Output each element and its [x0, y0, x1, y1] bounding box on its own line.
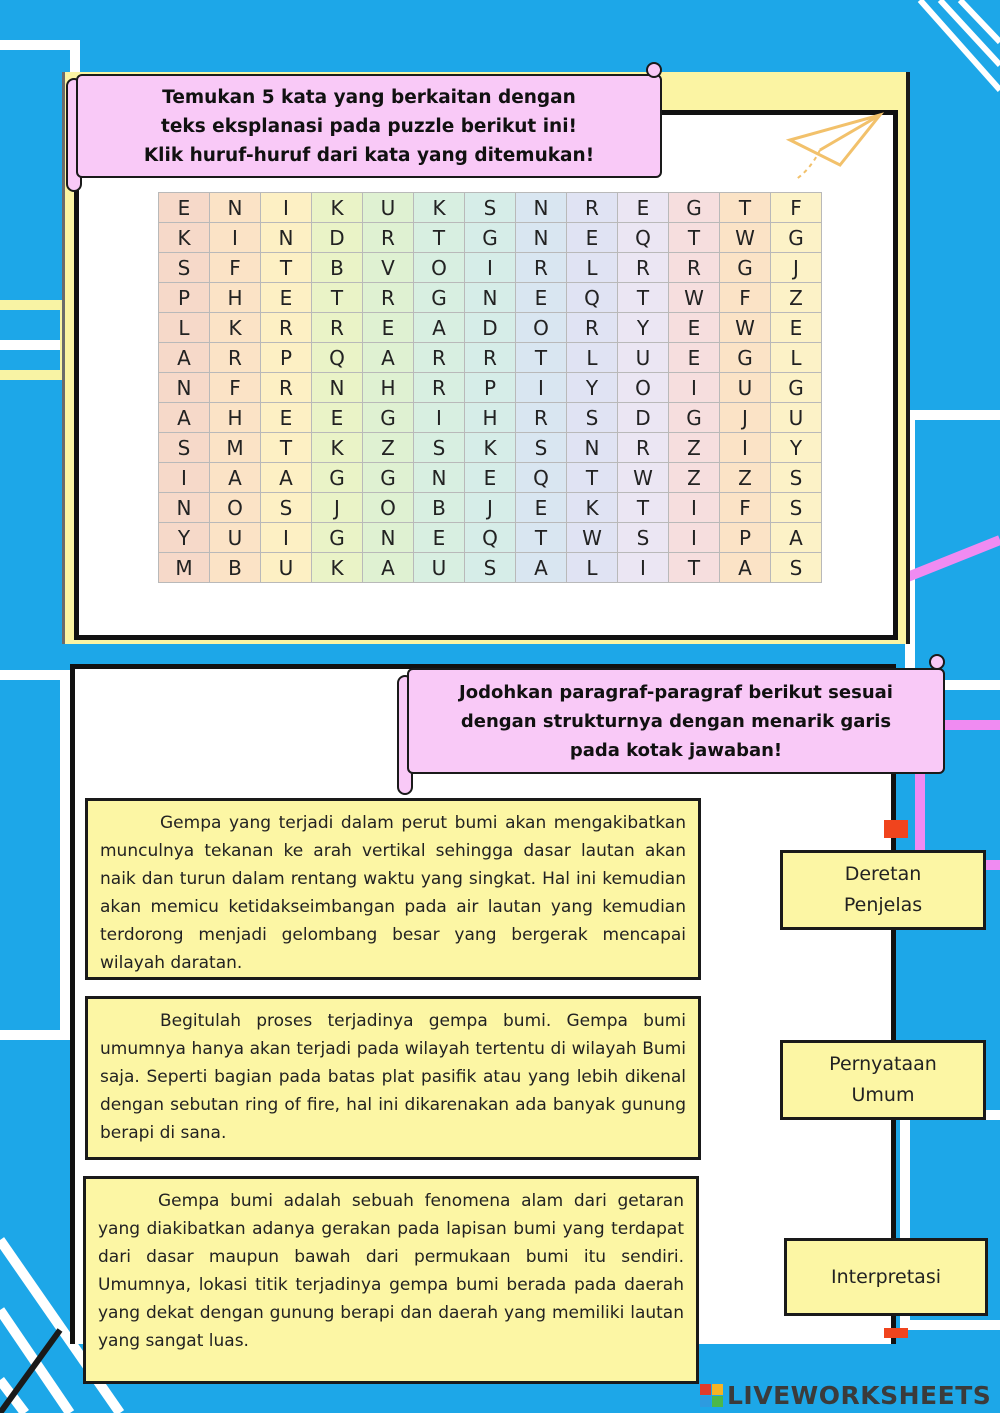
grid-cell[interactable]: U	[414, 553, 465, 583]
grid-cell[interactable]: T	[516, 523, 567, 553]
decor-frame-yellow-left	[0, 300, 70, 380]
grid-cell[interactable]: F	[210, 253, 261, 283]
grid-cell[interactable]: A	[363, 553, 414, 583]
grid-cell[interactable]: Z	[720, 463, 771, 493]
grid-cell[interactable]: I	[618, 553, 669, 583]
answer-label-1-line-2: Penjelas	[843, 894, 923, 916]
answer-label-3: Interpretasi	[830, 1265, 941, 1288]
orange-mark-top	[884, 820, 908, 838]
grid-cell[interactable]: F	[720, 493, 771, 523]
grid-cell[interactable]: N	[210, 193, 261, 223]
grid-cell[interactable]: K	[465, 433, 516, 463]
grid-cell[interactable]: I	[159, 463, 210, 493]
grid-cell[interactable]: R	[210, 343, 261, 373]
answer-box-interpretasi[interactable]	[784, 1238, 988, 1316]
logo-square	[700, 1384, 711, 1395]
grid-cell[interactable]: L	[159, 313, 210, 343]
grid-cell[interactable]: N	[567, 433, 618, 463]
grid-row	[159, 463, 822, 493]
grid-row	[159, 523, 822, 553]
grid-row	[159, 313, 822, 343]
grid-cell[interactable]: B	[210, 553, 261, 583]
grid-cell[interactable]: N	[465, 283, 516, 313]
grid-row	[159, 373, 822, 403]
answer-label-1-line-1: Deretan	[844, 863, 922, 885]
answer-box-pernyataan-umum[interactable]	[780, 1040, 986, 1120]
grid-cell[interactable]: T	[414, 223, 465, 253]
grid-row	[159, 553, 822, 583]
grid-cell[interactable]: G	[363, 463, 414, 493]
paragraph-box-2[interactable]	[85, 996, 701, 1160]
grid-cell[interactable]: E	[465, 463, 516, 493]
grid-cell[interactable]: Q	[618, 223, 669, 253]
grid-cell[interactable]: G	[312, 463, 363, 493]
grid-cell[interactable]: G	[771, 373, 822, 403]
decor-pink-diagonal	[900, 520, 1000, 600]
wordsearch-instruction-banner	[76, 74, 662, 178]
grid-cell[interactable]: T	[567, 463, 618, 493]
grid-cell[interactable]: E	[363, 313, 414, 343]
grid-cell[interactable]: T	[312, 283, 363, 313]
grid-cell[interactable]: G	[720, 253, 771, 283]
grid-cell[interactable]: S	[771, 463, 822, 493]
grid-cell[interactable]: G	[414, 283, 465, 313]
grid-cell[interactable]: R	[618, 433, 669, 463]
logo-square	[700, 1396, 711, 1407]
decor-frame-white-left-lower	[0, 670, 70, 1040]
matching-instruction-line-3: pada kotak jawaban!	[569, 739, 783, 761]
grid-cell[interactable]: I	[261, 193, 312, 223]
banner-scroll-curl-right	[646, 62, 662, 78]
grid-cell[interactable]: F	[720, 283, 771, 313]
grid-cell[interactable]: S	[771, 553, 822, 583]
grid-cell[interactable]: D	[312, 223, 363, 253]
grid-cell[interactable]: G	[669, 193, 720, 223]
grid-cell[interactable]: A	[516, 553, 567, 583]
grid-cell[interactable]: I	[669, 373, 720, 403]
grid-cell[interactable]: K	[414, 193, 465, 223]
grid-cell[interactable]: T	[669, 223, 720, 253]
grid-row	[159, 403, 822, 433]
wordsearch-grid	[158, 192, 822, 583]
grid-cell[interactable]: T	[618, 283, 669, 313]
grid-cell[interactable]: G	[465, 223, 516, 253]
wordsearch-instruction-line-3: Klik huruf-huruf dari kata yang ditemukan!	[143, 144, 595, 166]
grid-cell[interactable]: G	[720, 343, 771, 373]
grid-cell[interactable]: K	[312, 553, 363, 583]
matching-instruction-line-2: dengan strukturnya dengan menarik garis	[460, 710, 892, 732]
grid-row	[159, 493, 822, 523]
grid-cell[interactable]: I	[210, 223, 261, 253]
grid-cell[interactable]: L	[567, 553, 618, 583]
answer-label-2-line-1: Pernyataan	[829, 1053, 937, 1075]
grid-cell[interactable]: P	[261, 343, 312, 373]
grid-cell[interactable]: N	[159, 373, 210, 403]
grid-cell[interactable]: N	[516, 193, 567, 223]
grid-cell[interactable]: I	[669, 523, 720, 553]
matching-instruction-line-1: Jodohkan paragraf-paragraf berikut sesuai	[459, 681, 893, 703]
grid-cell[interactable]: S	[465, 193, 516, 223]
grid-cell[interactable]: V	[363, 253, 414, 283]
answer-label-2-line-2: Umum	[851, 1084, 915, 1106]
grid-cell[interactable]: E	[261, 403, 312, 433]
grid-cell[interactable]: D	[465, 313, 516, 343]
grid-cell[interactable]: L	[771, 343, 822, 373]
grid-cell[interactable]: B	[312, 253, 363, 283]
grid-cell[interactable]: T	[618, 493, 669, 523]
grid-cell[interactable]: E	[618, 193, 669, 223]
grid-cell[interactable]: N	[159, 493, 210, 523]
wordsearch-instruction-line-2: teks eksplanasi pada puzzle berikut ini!	[161, 115, 577, 137]
grid-cell[interactable]: N	[261, 223, 312, 253]
grid-cell[interactable]: U	[210, 523, 261, 553]
grid-cell[interactable]: U	[771, 403, 822, 433]
grid-cell[interactable]: B	[414, 493, 465, 523]
grid-cell[interactable]: U	[618, 343, 669, 373]
logo-text: LIVEWORKSHEETS	[727, 1380, 992, 1410]
grid-row	[159, 343, 822, 373]
grid-cell[interactable]: H	[363, 373, 414, 403]
grid-cell[interactable]: U	[261, 553, 312, 583]
grid-cell[interactable]: W	[567, 523, 618, 553]
grid-cell[interactable]: S	[414, 433, 465, 463]
logo-square	[712, 1396, 723, 1407]
grid-cell[interactable]: Y	[159, 523, 210, 553]
grid-cell[interactable]: K	[312, 193, 363, 223]
grid-cell[interactable]: I	[669, 493, 720, 523]
grid-cell[interactable]: E	[669, 343, 720, 373]
grid-cell[interactable]: Y	[618, 313, 669, 343]
grid-cell[interactable]: F	[771, 193, 822, 223]
grid-cell[interactable]: J	[771, 253, 822, 283]
grid-cell[interactable]: E	[771, 313, 822, 343]
grid-cell[interactable]: I	[414, 403, 465, 433]
grid-cell[interactable]: U	[720, 373, 771, 403]
grid-cell[interactable]: O	[414, 253, 465, 283]
grid-cell[interactable]: W	[669, 283, 720, 313]
answer-box-deretan-penjelas[interactable]	[780, 850, 986, 930]
grid-cell[interactable]: I	[720, 433, 771, 463]
grid-cell[interactable]: T	[720, 193, 771, 223]
grid-row	[159, 283, 822, 313]
orange-mark-bottom	[884, 1328, 908, 1338]
grid-cell[interactable]: W	[618, 463, 669, 493]
grid-cell[interactable]: I	[516, 373, 567, 403]
grid-cell[interactable]: Z	[363, 433, 414, 463]
grid-cell[interactable]: A	[159, 343, 210, 373]
grid-cell[interactable]: E	[414, 523, 465, 553]
grid-cell[interactable]: T	[261, 253, 312, 283]
grid-cell[interactable]: S	[159, 253, 210, 283]
grid-cell[interactable]: S	[516, 433, 567, 463]
grid-cell[interactable]: A	[771, 523, 822, 553]
grid-row	[159, 223, 822, 253]
grid-cell[interactable]: N	[414, 463, 465, 493]
grid-row	[159, 433, 822, 463]
paragraph-text-2: Begitulah proses terjadinya gempa bumi. Gempa bumi umumnya hanya akan terjadi pada wilayah tertentu di wilayah Bumi saja. Seperti bagian pada batas plat pasifik atau yang lebih dikenal dengan sebutan ring of fire, hal ini dikarenakan ada banyak gunung berapi di sana.	[100, 1011, 686, 1143]
grid-cell[interactable]: F	[210, 373, 261, 403]
grid-cell[interactable]: Z	[771, 283, 822, 313]
grid-cell[interactable]: E	[312, 403, 363, 433]
grid-cell[interactable]: I	[465, 253, 516, 283]
grid-cell[interactable]: R	[669, 253, 720, 283]
grid-cell[interactable]: P	[720, 523, 771, 553]
decor-stripes-top-right	[900, 0, 1000, 120]
grid-cell[interactable]: S	[771, 493, 822, 523]
grid-cell[interactable]: S	[618, 523, 669, 553]
grid-cell[interactable]: O	[210, 493, 261, 523]
grid-cell[interactable]: N	[312, 373, 363, 403]
grid-cell[interactable]: R	[261, 373, 312, 403]
grid-cell[interactable]: A	[210, 463, 261, 493]
grid-cell[interactable]: S	[567, 403, 618, 433]
grid-cell[interactable]: P	[465, 373, 516, 403]
grid-cell[interactable]: Q	[567, 283, 618, 313]
grid-cell[interactable]: K	[159, 223, 210, 253]
grid-cell[interactable]: R	[618, 253, 669, 283]
grid-cell[interactable]: E	[567, 223, 618, 253]
grid-cell[interactable]: O	[516, 313, 567, 343]
grid-cell[interactable]: N	[363, 523, 414, 553]
grid-cell[interactable]: E	[516, 283, 567, 313]
grid-row	[159, 253, 822, 283]
paper-plane-icon	[785, 110, 885, 190]
grid-cell[interactable]: W	[720, 313, 771, 343]
grid-cell[interactable]: R	[465, 343, 516, 373]
grid-cell[interactable]: S	[465, 553, 516, 583]
grid-cell[interactable]: Q	[465, 523, 516, 553]
grid-cell[interactable]: R	[414, 343, 465, 373]
liveworksheets-logo[interactable]	[700, 1380, 991, 1410]
grid-cell[interactable]: R	[261, 313, 312, 343]
grid-cell[interactable]: R	[567, 313, 618, 343]
grid-row	[159, 193, 822, 223]
grid-cell[interactable]: D	[618, 403, 669, 433]
grid-cell[interactable]: R	[516, 403, 567, 433]
grid-cell[interactable]: S	[159, 433, 210, 463]
grid-cell[interactable]: L	[567, 253, 618, 283]
grid-cell[interactable]: Q	[516, 463, 567, 493]
grid-cell[interactable]: R	[312, 313, 363, 343]
grid-cell[interactable]: K	[567, 493, 618, 523]
grid-cell[interactable]: H	[465, 403, 516, 433]
grid-cell[interactable]: A	[261, 463, 312, 493]
grid-cell[interactable]: Z	[669, 433, 720, 463]
matching-instruction-banner	[407, 668, 945, 774]
grid-cell[interactable]: O	[618, 373, 669, 403]
grid-cell[interactable]: Y	[771, 433, 822, 463]
grid-cell[interactable]: E	[669, 313, 720, 343]
grid-cell[interactable]: A	[414, 313, 465, 343]
grid-cell[interactable]: A	[363, 343, 414, 373]
grid-cell[interactable]: T	[516, 343, 567, 373]
grid-cell[interactable]: I	[261, 523, 312, 553]
grid-cell[interactable]: R	[363, 223, 414, 253]
grid-cell[interactable]: A	[720, 553, 771, 583]
paragraph-text-1: Gempa yang terjadi dalam perut bumi akan mengakibatkan munculnya tekanan ke arah vertikal sehingga dasar lautan akan naik dan turun dalam rentang waktu yang singkat. Hal ini kemudian akan memicu ketidakseimbangan pada air lautan yang kemudian terdorong menjadi gelombang besar yang bergerak mencapai wilayah daratan.	[100, 813, 686, 973]
grid-cell[interactable]: G	[363, 403, 414, 433]
grid-cell[interactable]: W	[720, 223, 771, 253]
paragraph-text-3: Gempa bumi adalah sebuah fenomena alam dari getaran yang diakibatkan adanya gerakan pada lapisan bumi yang terdapat dari dasar maupun bawah dari permukaan bumi itu sendiri. Umumnya, lokasi titik terjadinya gempa bumi berada pada daerah yang dekat dengan gunung berapi dan daerah yang memiliki lautan yang sangat luas.	[98, 1191, 684, 1351]
grid-cell[interactable]: S	[261, 493, 312, 523]
grid-cell[interactable]: J	[465, 493, 516, 523]
logo-square	[712, 1384, 723, 1395]
paragraph-box-1[interactable]	[85, 798, 701, 980]
grid-cell[interactable]: R	[414, 373, 465, 403]
grid-cell[interactable]: E	[261, 283, 312, 313]
grid-cell[interactable]: M	[159, 553, 210, 583]
grid-cell[interactable]: N	[516, 223, 567, 253]
grid-cell[interactable]: K	[210, 313, 261, 343]
grid-cell[interactable]: E	[159, 193, 210, 223]
grid-cell[interactable]: Y	[567, 373, 618, 403]
grid-cell[interactable]: R	[363, 283, 414, 313]
logo-icon	[700, 1384, 723, 1407]
grid-cell[interactable]: J	[312, 493, 363, 523]
grid-cell[interactable]: Q	[312, 343, 363, 373]
grid-cell[interactable]: M	[210, 433, 261, 463]
grid-cell[interactable]: O	[363, 493, 414, 523]
grid-cell[interactable]: U	[363, 193, 414, 223]
grid-cell[interactable]: R	[567, 193, 618, 223]
grid-cell[interactable]: P	[159, 283, 210, 313]
grid-cell[interactable]: A	[159, 403, 210, 433]
grid-cell[interactable]: G	[312, 523, 363, 553]
grid-cell[interactable]: K	[312, 433, 363, 463]
grid-cell[interactable]: H	[210, 403, 261, 433]
grid-cell[interactable]: E	[516, 493, 567, 523]
matching-banner-scroll-curl-right	[929, 654, 945, 670]
grid-cell[interactable]: L	[567, 343, 618, 373]
grid-cell[interactable]: Z	[669, 463, 720, 493]
grid-cell[interactable]: H	[210, 283, 261, 313]
grid-cell[interactable]: J	[720, 403, 771, 433]
grid-cell[interactable]: R	[516, 253, 567, 283]
grid-cell[interactable]: T	[669, 553, 720, 583]
grid-cell[interactable]: G	[771, 223, 822, 253]
paragraph-box-3[interactable]	[83, 1176, 699, 1384]
grid-cell[interactable]: T	[261, 433, 312, 463]
wordsearch-instruction-line-1: Temukan 5 kata yang berkaitan dengan	[162, 86, 576, 108]
grid-cell[interactable]: G	[669, 403, 720, 433]
